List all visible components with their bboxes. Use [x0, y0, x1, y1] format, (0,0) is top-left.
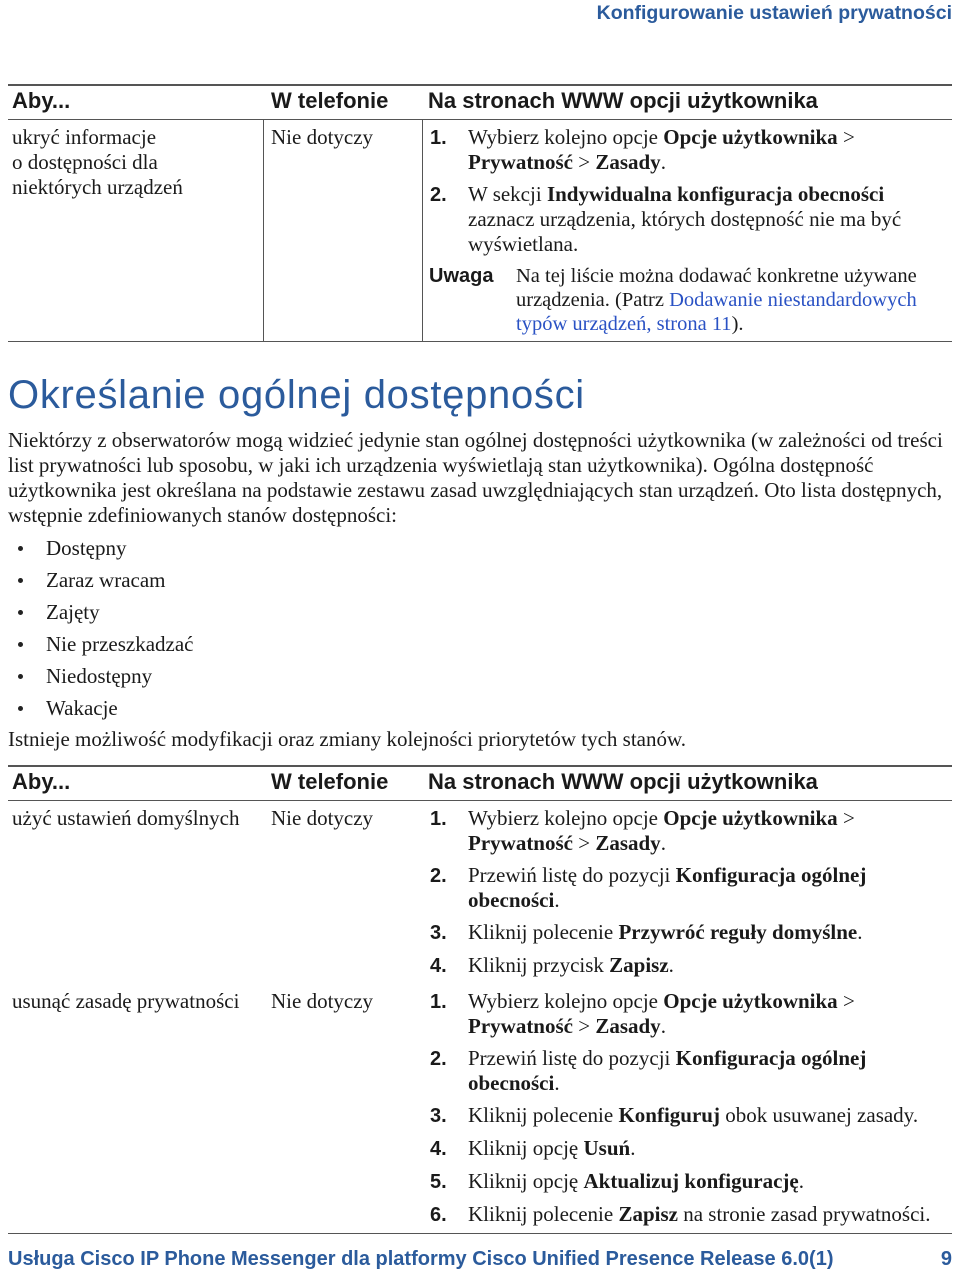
- step-number: 2.: [430, 184, 447, 206]
- ui-term: Zasady: [595, 1014, 661, 1038]
- step-item: [430, 182, 952, 257]
- note-label: Uwaga: [429, 265, 494, 287]
- step-item: [430, 989, 952, 1039]
- step-item: [430, 953, 952, 979]
- text-run: zaznacz urządzenia, których dostępność nie ma być wyświetlana.: [468, 207, 902, 256]
- availability-state-item: Niedostępny: [8, 664, 193, 689]
- step-text: [468, 182, 952, 257]
- note-text: [516, 264, 952, 336]
- phone-cell: Nie dotyczy: [271, 989, 374, 1013]
- step-text: [468, 1169, 952, 1194]
- text-run: .: [630, 1136, 636, 1160]
- step-item: [430, 1202, 952, 1228]
- text-run: Wybierz kolejno opcje: [468, 125, 664, 149]
- step-number: 4.: [430, 955, 447, 977]
- availability-state-item: Wakacje: [8, 696, 193, 721]
- overall-availability-table: [8, 765, 952, 1234]
- web-options-cell: [422, 801, 952, 984]
- text-run: Kliknij opcję: [468, 1169, 584, 1193]
- text-run: >: [572, 150, 596, 174]
- text-run: Przewiń listę do pozycji: [468, 1046, 676, 1070]
- step-number: 5.: [430, 1171, 447, 1193]
- text-run: .: [660, 150, 666, 174]
- step-list: [430, 806, 952, 979]
- step-number: 4.: [430, 1138, 447, 1160]
- step-text: [468, 989, 952, 1039]
- text-run: obok usuwanej zasady.: [719, 1103, 919, 1127]
- text-run: .: [554, 1071, 560, 1095]
- availability-state-item: Zajęty: [8, 600, 193, 625]
- page-number: 9: [940, 1248, 952, 1270]
- priority-paragraph: Istnieje możliwość modyfikacji oraz zmiany kolejności priorytetów tych stanów.: [8, 727, 687, 751]
- ui-term: Aktualizuj konfigurację: [583, 1169, 799, 1193]
- task-goal-cell: usunąć zasadę prywatności: [12, 989, 240, 1013]
- ui-term: Prywatność: [468, 150, 573, 174]
- step-number: 1.: [430, 127, 447, 149]
- step-text: [468, 953, 952, 978]
- note-block: [429, 264, 952, 336]
- step-item: [430, 863, 952, 913]
- ui-term: Usuń: [583, 1136, 631, 1160]
- text-run: .: [660, 831, 666, 855]
- step-item: [430, 1136, 952, 1162]
- text-run: Przewiń listę do pozycji: [468, 863, 676, 887]
- step-text: [468, 1046, 952, 1096]
- text-run: Kliknij opcję: [468, 1136, 584, 1160]
- hide-device-availability-table: [8, 84, 952, 342]
- ui-term: Opcje użytkownika: [663, 989, 838, 1013]
- text-run: .: [798, 1169, 804, 1193]
- step-text: [468, 125, 952, 175]
- ui-term: Prywatność: [468, 831, 573, 855]
- text-run: .: [660, 1014, 666, 1038]
- page-footer: [8, 1247, 952, 1271]
- step-item: [430, 1046, 952, 1096]
- ui-term: Konfiguruj: [618, 1103, 720, 1127]
- table-row: [8, 120, 952, 341]
- text-run: Wybierz kolejno opcje: [468, 989, 664, 1013]
- step-text: [468, 920, 952, 945]
- step-text: [468, 863, 952, 913]
- ui-term: Zapisz: [618, 1202, 678, 1226]
- phone-cell: Nie dotyczy: [271, 806, 374, 830]
- step-text: [468, 1202, 952, 1227]
- table-row: [8, 801, 952, 984]
- column-header-web-options: Na stronach WWW opcji użytkownika: [428, 769, 818, 794]
- table-body: [8, 120, 952, 342]
- step-item: [430, 1169, 952, 1195]
- text-run: >: [837, 806, 855, 830]
- step-text: [468, 1103, 952, 1128]
- step-list: [430, 989, 952, 1228]
- column-header-phone: W telefonie: [271, 769, 389, 794]
- section-heading: Określanie ogólnej dostępności: [8, 373, 585, 417]
- table-header-row: [8, 84, 952, 120]
- step-number: 1.: [430, 991, 447, 1013]
- availability-state-item: Zaraz wracam: [8, 568, 193, 593]
- ui-term: Konfiguracja ogólnej obecności: [468, 863, 867, 912]
- ui-term: Zasady: [595, 150, 661, 174]
- ui-term: Indywidualna konfiguracja obecności: [546, 182, 885, 206]
- text-run: .: [857, 920, 863, 944]
- step-text: [468, 1136, 952, 1161]
- availability-states-list: [8, 536, 193, 721]
- text-run: Kliknij przycisk: [468, 953, 610, 977]
- text-run: ).: [731, 313, 744, 335]
- task-goal-cell: ukryć informacje o dostępności dla niektórych urządzeń: [12, 125, 183, 199]
- column-header-web-options: Na stronach WWW opcji użytkownika: [428, 88, 818, 113]
- ui-term: Prywatność: [468, 1014, 573, 1038]
- step-number: 6.: [430, 1204, 447, 1226]
- text-run: >: [837, 125, 855, 149]
- phone-cell: Nie dotyczy: [263, 120, 422, 341]
- web-options-cell: [422, 984, 952, 1233]
- step-list: [430, 125, 952, 257]
- text-run: Na tej liście można dodawać konkretne używane urządzenia. (Patrz: [516, 265, 917, 311]
- step-item: [430, 1103, 952, 1129]
- running-header: Konfigurowanie ustawień prywatności: [596, 2, 952, 24]
- intro-paragraph: Niektórzy z obserwatorów mogą widzieć jedynie stan ogólnej dostępności użytkownika (w zależności od treści list prywatności lub sposobu, w jaki ich urządzenia wyświetlają stan użytkownika). Ogólna dostępność użytkownika jest określana na podstawie zestawu zasad uwzględniających stan urządzeń. Oto lista dostępnych, wstępnie zdefiniowanych stanów dostępności:: [8, 428, 943, 527]
- text-run: .: [668, 953, 674, 977]
- text-run: Kliknij polecenie: [468, 920, 619, 944]
- availability-state-item: Dostępny: [8, 536, 193, 561]
- text-run: W sekcji: [468, 182, 547, 206]
- ui-term: Zasady: [595, 831, 661, 855]
- ui-term: Przywróć reguły domyślne: [618, 920, 858, 944]
- footer-document-title: Usługa Cisco IP Phone Messenger dla platformy Cisco Unified Presence Release 6.0(1): [8, 1248, 834, 1270]
- task-goal-cell: użyć ustawień domyślnych: [12, 806, 240, 830]
- column-header-goal: Aby...: [12, 769, 71, 794]
- step-number: 1.: [430, 808, 447, 830]
- text-run: na stronie zasad prywatności.: [677, 1202, 931, 1226]
- text-run: Wybierz kolejno opcje: [468, 806, 664, 830]
- step-number: 2.: [430, 865, 447, 887]
- ui-term: Konfiguracja ogólnej obecności: [468, 1046, 867, 1095]
- text-run: Kliknij polecenie: [468, 1103, 619, 1127]
- text-run: >: [572, 1014, 596, 1038]
- text-run: >: [837, 989, 855, 1013]
- table-header-row: [8, 765, 952, 801]
- column-header-phone: W telefonie: [271, 88, 389, 113]
- step-text: [468, 806, 952, 856]
- column-header-goal: Aby...: [12, 88, 71, 113]
- step-item: [430, 125, 952, 175]
- availability-state-item: Nie przeszkadzać: [8, 632, 193, 657]
- step-number: 3.: [430, 1105, 447, 1127]
- cross-reference-link[interactable]: Dodawanie niestandardowych typów urządzeń, strona 11: [516, 289, 917, 335]
- step-item: [430, 806, 952, 856]
- step-item: [430, 920, 952, 946]
- ui-term: Opcje użytkownika: [663, 806, 838, 830]
- text-run: >: [572, 831, 596, 855]
- web-options-cell: [422, 120, 952, 341]
- text-run: .: [554, 888, 560, 912]
- ui-term: Zapisz: [609, 953, 669, 977]
- ui-term: Opcje użytkownika: [663, 125, 838, 149]
- step-number: 3.: [430, 922, 447, 944]
- text-run: Kliknij polecenie: [468, 1202, 619, 1226]
- step-number: 2.: [430, 1048, 447, 1070]
- table-body: [8, 801, 952, 1234]
- table-row: [8, 984, 952, 1233]
